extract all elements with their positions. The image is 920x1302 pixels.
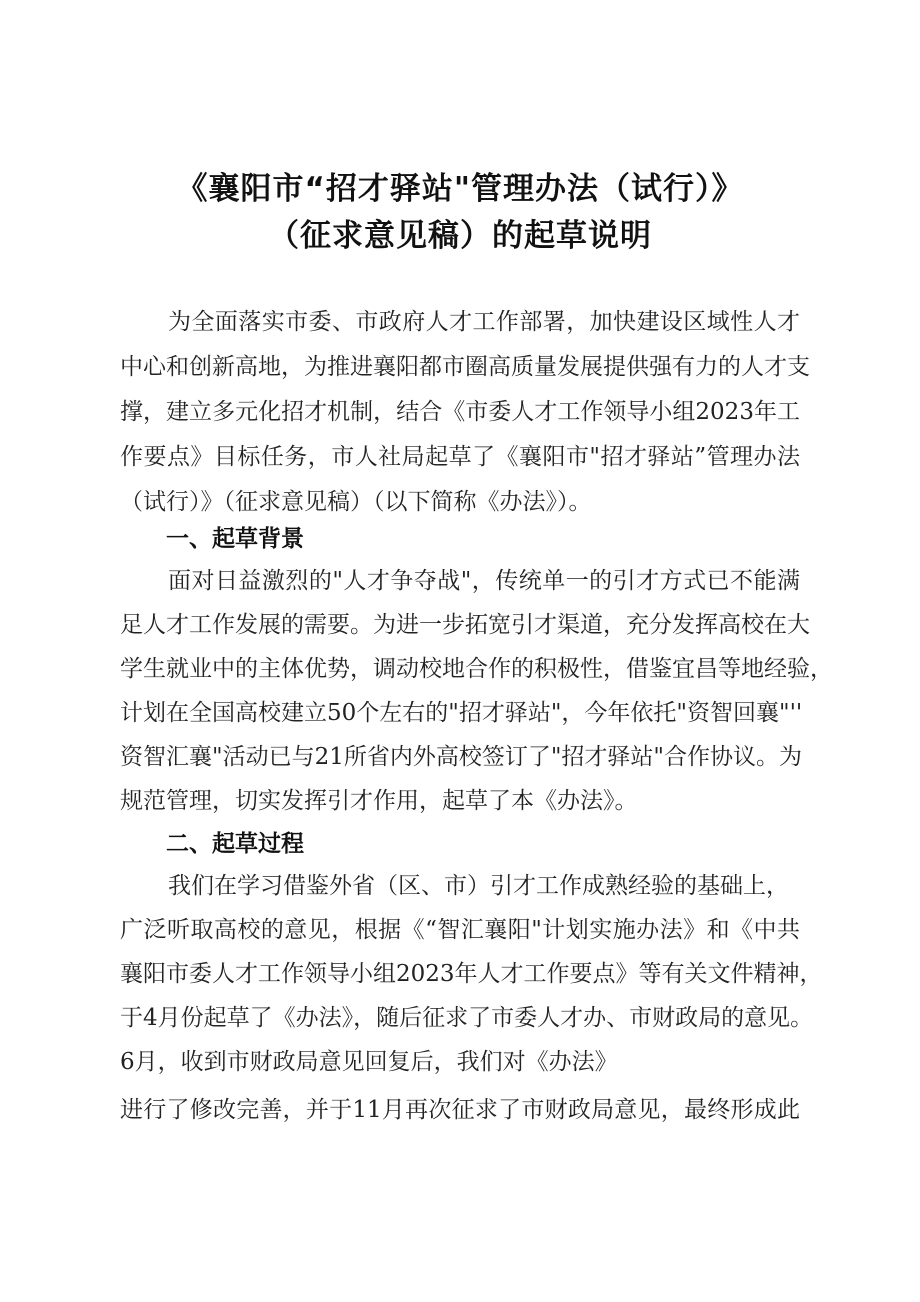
section2-line-4: 于4月份起草了《办法》，随后征求了市委人才办、市财政局的意见。 bbox=[120, 1005, 814, 1031]
section1-line-3: 学生就业中的主体优势，调动校地合作的积极性，借鉴宜昌等地经验， bbox=[120, 656, 833, 682]
intro-line-2: 中心和创新高地，为推进襄阳都市圈高质量发展提供强有力的人才支 bbox=[120, 354, 810, 380]
section2-line-1: 我们在学习借鉴外省（区、市）引才工作成熟经验的基础上， bbox=[168, 873, 789, 899]
section1-line-4: 计划在全国高校建立50个左右的"招才驿站"，今年依托"资智回襄"'' bbox=[120, 700, 803, 726]
intro-line-3: 撑，建立多元化招才机制，结合《市委人才工作领导小组2023年工 bbox=[120, 399, 800, 425]
section1-line-6: 规范管理，切实发挥引才作用，起草了本《办法》。 bbox=[120, 788, 638, 814]
intro-line-5: （试行）》（征求意见稿）（以下简称《办法》）。 bbox=[120, 489, 592, 515]
section2-line-2: 广泛听取高校的意见，根据《“智汇襄阳"计划实施办法》和《中共 bbox=[120, 917, 800, 943]
section2-line-5: 6月，收到市财政局意见回复后，我们对《办法》 bbox=[120, 1049, 618, 1075]
section-heading-background: 一、起草背景 bbox=[166, 526, 304, 552]
section1-line-2: 足人才工作发展的需要。为进一步拓宽引才渠道，充分发挥高校在大 bbox=[120, 612, 810, 638]
section2-line-3: 襄阳市委人才工作领导小组2023年人才工作要点》等有关文件精神， bbox=[120, 961, 823, 987]
section1-line-1: 面对日益激烈的"人才争夺战"，传统单一的引才方式已不能满 bbox=[168, 568, 800, 594]
intro-line-4: 作要点》目标任务，市人社局起草了《襄阳市"招才驿站”管理办法 bbox=[120, 444, 800, 470]
section-heading-process: 二、起草过程 bbox=[166, 831, 304, 857]
section1-line-5: 资智汇襄"活动已与21所省内外高校签订了"招才驿站"合作协议。为 bbox=[120, 744, 803, 770]
document-title-line-2: （征求意见稿）的起草说明 bbox=[268, 218, 652, 254]
section2-line-6: 进行了修改完善，并于11月再次征求了市财政局意见，最终形成此 bbox=[120, 1097, 800, 1123]
intro-line-1: 为全面落实市委、市政府人才工作部署，加快建设区域性人才 bbox=[168, 309, 800, 335]
document-title-line-1: 《襄阳市“招才驿站"管理办法（试行）》 bbox=[176, 171, 744, 207]
